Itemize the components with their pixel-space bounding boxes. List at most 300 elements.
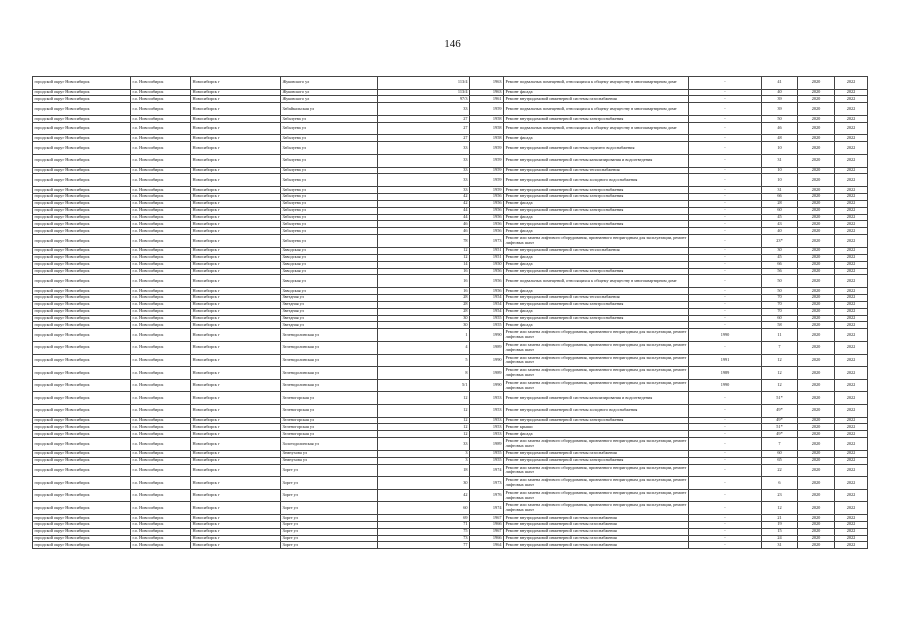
register-row: [33, 193, 868, 200]
start-year-cell: 2020: [798, 103, 835, 116]
page-number: 146: [444, 38, 461, 50]
municipality-cell: городской округ Новосибирск: [33, 379, 131, 392]
end-year-cell: 2022: [835, 308, 868, 315]
house-number-cell: 42: [378, 200, 470, 207]
build-year-cell: 1973: [470, 477, 504, 490]
wear-percent-cell: 24: [762, 535, 798, 542]
work-type-cell: Ремонт внутридомовой инженерной системы горячего водоснабжения: [504, 142, 689, 155]
end-year-cell: 2022: [835, 341, 868, 354]
build-year-cell: 1958: [470, 122, 504, 135]
street-cell: Заводская ул: [281, 261, 378, 268]
start-year-cell: 2020: [798, 135, 835, 142]
register-row: [33, 438, 868, 451]
register-row: [33, 514, 868, 521]
register-row: [33, 254, 868, 261]
settlement-cell: Новосибирск г: [191, 122, 281, 135]
work-type-cell: Ремонт внутридомовой инженерной системы газоснабжения: [504, 514, 689, 521]
settlement-cell: Новосибирск г: [191, 294, 281, 301]
register-row: [33, 379, 868, 392]
start-year-cell: 2020: [798, 187, 835, 194]
work-type-cell: Ремонт внутридомовой инженерной системы электроснабжения: [504, 207, 689, 214]
house-number-cell: 42: [378, 193, 470, 200]
build-year-cell: 1990: [470, 329, 504, 342]
house-number-cell: 30: [378, 477, 470, 490]
municipality-cell: городской округ Новосибирск: [33, 308, 131, 315]
street-cell: Зорге ул: [281, 528, 378, 535]
wear-percent-cell: 48: [762, 135, 798, 142]
start-year-cell: 2020: [798, 322, 835, 329]
wear-percent-cell: 31: [762, 154, 798, 167]
settlement-cell: Новосибирск г: [191, 404, 281, 417]
municipality-cell: городской округ Новосибирск: [33, 221, 131, 228]
house-number-cell: 16: [378, 275, 470, 288]
district-cell: г.о. Новосибирск: [131, 341, 191, 354]
end-year-cell: 2022: [835, 477, 868, 490]
work-type-cell: Ремонт крыши: [504, 424, 689, 431]
end-year-cell: 2022: [835, 200, 868, 207]
start-year-cell: 2020: [798, 228, 835, 235]
district-cell: г.о. Новосибирск: [131, 438, 191, 451]
build-year-cell: 1959: [470, 174, 504, 187]
house-number-cell: 33: [378, 142, 470, 155]
district-cell: г.о. Новосибирск: [131, 221, 191, 228]
wear-percent-cell: 70: [762, 308, 798, 315]
end-year-cell: 2022: [835, 254, 868, 261]
start-year-cell: 2020: [798, 431, 835, 438]
street-cell: Заводская ул: [281, 268, 378, 275]
municipality-cell: городской округ Новосибирск: [33, 404, 131, 417]
house-number-cell: 16: [378, 288, 470, 295]
work-type-cell: Ремонт или замена лифтового оборудования, признанного непригодным для эксплуатации, ремонт лифтовых шахт: [504, 489, 689, 502]
house-number-cell: 30: [378, 322, 470, 329]
register-row: [33, 268, 868, 275]
house-number-cell: 33: [378, 187, 470, 194]
start-year-cell: 2020: [798, 502, 835, 515]
wear-percent-cell: 65: [762, 457, 798, 464]
settlement-cell: Новосибирск г: [191, 200, 281, 207]
build-year-cell: 1956: [470, 288, 504, 295]
register-row: [33, 329, 868, 342]
municipality-cell: городской округ Новосибирск: [33, 528, 131, 535]
start-year-cell: 2020: [798, 167, 835, 174]
register-row: [33, 228, 868, 235]
house-number-cell: 3: [378, 450, 470, 457]
municipality-cell: городской округ Новосибирск: [33, 154, 131, 167]
house-number-cell: 14: [378, 261, 470, 268]
build-year-cell: 1989: [470, 438, 504, 451]
municipality-cell: городской округ Новосибирск: [33, 367, 131, 380]
district-cell: г.о. Новосибирск: [131, 528, 191, 535]
end-year-cell: 2022: [835, 379, 868, 392]
street-cell: Забалуева ул: [281, 214, 378, 221]
municipality-cell: городской округ Новосибирск: [33, 424, 131, 431]
settlement-cell: Новосибирск г: [191, 392, 281, 405]
settlement-cell: Новосибирск г: [191, 322, 281, 329]
district-cell: г.о. Новосибирск: [131, 96, 191, 103]
work-type-cell: Ремонт фасада: [504, 431, 689, 438]
work-type-cell: Ремонт внутридомовой инженерной системы электроснабжения: [504, 221, 689, 228]
house-number-cell: 78: [378, 235, 470, 248]
house-number-cell: 69: [378, 514, 470, 521]
register-row: [33, 122, 868, 135]
register-row: [33, 315, 868, 322]
wear-percent-cell: 11: [762, 329, 798, 342]
lift-year-cell: -: [689, 167, 762, 174]
register-row: [33, 322, 868, 329]
wear-percent-cell: 60: [762, 450, 798, 457]
municipality-cell: городской округ Новосибирск: [33, 174, 131, 187]
start-year-cell: 2020: [798, 261, 835, 268]
build-year-cell: 1956: [470, 268, 504, 275]
register-row: [33, 528, 868, 535]
work-type-cell: Ремонт или замена лифтового оборудования, признанного непригодным для эксплуатации, ремонт лифтовых шахт: [504, 502, 689, 515]
municipality-cell: городской округ Новосибирск: [33, 514, 131, 521]
house-number-cell: 8: [378, 367, 470, 380]
wear-percent-cell: 45: [762, 214, 798, 221]
house-number-cell: 12: [378, 404, 470, 417]
end-year-cell: 2022: [835, 417, 868, 424]
street-cell: Забайкальская ул: [281, 103, 378, 116]
end-year-cell: 2022: [835, 322, 868, 329]
municipality-cell: городской округ Новосибирск: [33, 477, 131, 490]
register-row: [33, 457, 868, 464]
wear-percent-cell: 23*: [762, 235, 798, 248]
work-type-cell: Ремонт подвальных помещений, относящихся к общему имуществу в многоквартирном доме: [504, 103, 689, 116]
district-cell: г.о. Новосибирск: [131, 329, 191, 342]
municipality-cell: городской округ Новосибирск: [33, 464, 131, 477]
street-cell: Жуковского ул: [281, 89, 378, 96]
work-type-cell: Ремонт фасада: [504, 288, 689, 295]
district-cell: г.о. Новосибирск: [131, 322, 191, 329]
municipality-cell: городской округ Новосибирск: [33, 301, 131, 308]
end-year-cell: 2022: [835, 268, 868, 275]
work-type-cell: Ремонт внутридомовой инженерной системы электроснабжения: [504, 417, 689, 424]
end-year-cell: 2022: [835, 542, 868, 549]
lift-year-cell: -: [689, 431, 762, 438]
work-type-cell: Ремонт фасада: [504, 200, 689, 207]
end-year-cell: 2022: [835, 214, 868, 221]
district-cell: г.о. Новосибирск: [131, 214, 191, 221]
end-year-cell: 2022: [835, 221, 868, 228]
settlement-cell: Новосибирск г: [191, 77, 281, 90]
build-year-cell: 1959: [470, 142, 504, 155]
settlement-cell: Новосибирск г: [191, 424, 281, 431]
district-cell: г.о. Новосибирск: [131, 200, 191, 207]
build-year-cell: 1973: [470, 235, 504, 248]
settlement-cell: Новосибирск г: [191, 288, 281, 295]
start-year-cell: 2020: [798, 275, 835, 288]
start-year-cell: 2020: [798, 77, 835, 90]
lift-year-cell: -: [689, 142, 762, 155]
house-number-cell: 16: [378, 268, 470, 275]
wear-percent-cell: 12: [762, 354, 798, 367]
work-type-cell: Ремонт или замена лифтового оборудования, признанного непригодным для эксплуатации, ремонт лифтовых шахт: [504, 379, 689, 392]
work-type-cell: Ремонт внутридомовой инженерной системы газоснабжения: [504, 96, 689, 103]
build-year-cell: 1959: [470, 103, 504, 116]
build-year-cell: 1955: [470, 315, 504, 322]
work-type-cell: Ремонт фасада: [504, 214, 689, 221]
register-row: [33, 167, 868, 174]
house-number-cell: 75: [378, 528, 470, 535]
work-type-cell: Ремонт фасада: [504, 322, 689, 329]
settlement-cell: Новосибирск г: [191, 354, 281, 367]
municipality-cell: городской округ Новосибирск: [33, 535, 131, 542]
street-cell: Звездная ул: [281, 294, 378, 301]
lift-year-cell: -: [689, 228, 762, 235]
wear-percent-cell: 30: [762, 247, 798, 254]
wear-percent-cell: 49*: [762, 404, 798, 417]
register-row: [33, 294, 868, 301]
work-type-cell: Ремонт или замена лифтового оборудования, признанного непригодным для эксплуатации, ремонт лифтовых шахт: [504, 341, 689, 354]
municipality-cell: городской округ Новосибирск: [33, 247, 131, 254]
build-year-cell: 1963: [470, 89, 504, 96]
register-row: [33, 450, 868, 457]
street-cell: Забалуева ул: [281, 193, 378, 200]
street-cell: Зеленогорская ул: [281, 392, 378, 405]
lift-year-cell: -: [689, 96, 762, 103]
street-cell: Золотодолинская ул: [281, 438, 378, 451]
settlement-cell: Новосибирск г: [191, 308, 281, 315]
start-year-cell: 2020: [798, 122, 835, 135]
start-year-cell: 2020: [798, 174, 835, 187]
street-cell: Забалуева ул: [281, 207, 378, 214]
house-number-cell: 33: [378, 167, 470, 174]
work-type-cell: Ремонт подвальных помещений, относящихся к общему имуществу в многоквартирном доме: [504, 77, 689, 90]
end-year-cell: 2022: [835, 521, 868, 528]
house-number-cell: 5/1: [378, 379, 470, 392]
end-year-cell: 2022: [835, 431, 868, 438]
street-cell: Зеленодолинская ул: [281, 329, 378, 342]
lift-year-cell: -: [689, 89, 762, 96]
street-cell: Зорге ул: [281, 464, 378, 477]
street-cell: Забалуева ул: [281, 167, 378, 174]
lift-year-cell: -: [689, 115, 762, 122]
register-row: [33, 464, 868, 477]
district-cell: г.о. Новосибирск: [131, 154, 191, 167]
lift-year-cell: -: [689, 193, 762, 200]
lift-year-cell: 1990: [689, 329, 762, 342]
district-cell: г.о. Новосибирск: [131, 228, 191, 235]
register-row: [33, 103, 868, 116]
end-year-cell: 2022: [835, 77, 868, 90]
lift-year-cell: -: [689, 521, 762, 528]
capital-repair-register-table: [32, 76, 868, 549]
municipality-cell: городской округ Новосибирск: [33, 122, 131, 135]
district-cell: г.о. Новосибирск: [131, 174, 191, 187]
register-row: [33, 392, 868, 405]
house-number-cell: 5: [378, 354, 470, 367]
end-year-cell: 2022: [835, 404, 868, 417]
settlement-cell: Новосибирск г: [191, 89, 281, 96]
lift-year-cell: -: [689, 464, 762, 477]
street-cell: Жуковского ул: [281, 77, 378, 90]
house-number-cell: 33: [378, 103, 470, 116]
work-type-cell: Ремонт внутридомовой инженерной системы газоснабжения: [504, 521, 689, 528]
register-row: [33, 89, 868, 96]
build-year-cell: 1958: [470, 115, 504, 122]
municipality-cell: городской округ Новосибирск: [33, 341, 131, 354]
start-year-cell: 2020: [798, 542, 835, 549]
register-row: [33, 502, 868, 515]
house-number-cell: 28: [378, 301, 470, 308]
lift-year-cell: -: [689, 103, 762, 116]
settlement-cell: Новосибирск г: [191, 228, 281, 235]
build-year-cell: 1958: [470, 135, 504, 142]
lift-year-cell: -: [689, 535, 762, 542]
end-year-cell: 2022: [835, 154, 868, 167]
district-cell: г.о. Новосибирск: [131, 193, 191, 200]
end-year-cell: 2022: [835, 96, 868, 103]
settlement-cell: Новосибирск г: [191, 214, 281, 221]
municipality-cell: городской округ Новосибирск: [33, 193, 131, 200]
register-row: [33, 341, 868, 354]
work-type-cell: Ремонт внутридомовой инженерной системы канализирования и водоотведения: [504, 154, 689, 167]
lift-year-cell: -: [689, 392, 762, 405]
work-type-cell: Ремонт фасада: [504, 254, 689, 261]
municipality-cell: городской округ Новосибирск: [33, 275, 131, 288]
lift-year-cell: -: [689, 275, 762, 288]
work-type-cell: Ремонт внутридомовой инженерной системы холодного водоснабжения: [504, 404, 689, 417]
settlement-cell: Новосибирск г: [191, 489, 281, 502]
district-cell: г.о. Новосибирск: [131, 294, 191, 301]
settlement-cell: Новосибирск г: [191, 329, 281, 342]
start-year-cell: 2020: [798, 528, 835, 535]
wear-percent-cell: 21: [762, 514, 798, 521]
wear-percent-cell: 22: [762, 464, 798, 477]
house-number-cell: 71: [378, 521, 470, 528]
end-year-cell: 2022: [835, 329, 868, 342]
district-cell: г.о. Новосибирск: [131, 477, 191, 490]
end-year-cell: 2022: [835, 315, 868, 322]
register-row: [33, 135, 868, 142]
end-year-cell: 2022: [835, 135, 868, 142]
work-type-cell: Ремонт внутридомовой инженерной системы электроснабжения: [504, 268, 689, 275]
settlement-cell: Новосибирск г: [191, 367, 281, 380]
build-year-cell: 1954: [470, 294, 504, 301]
work-type-cell: Ремонт внутридомовой инженерной системы газоснабжения: [504, 450, 689, 457]
street-cell: Зеленогорская ул: [281, 404, 378, 417]
settlement-cell: Новосибирск г: [191, 450, 281, 457]
house-number-cell: 1: [378, 329, 470, 342]
start-year-cell: 2020: [798, 379, 835, 392]
register-row: [33, 489, 868, 502]
start-year-cell: 2020: [798, 424, 835, 431]
build-year-cell: 1951: [470, 254, 504, 261]
work-type-cell: Ремонт внутридомовой инженерной системы холодного водоснабжения: [504, 174, 689, 187]
settlement-cell: Новосибирск г: [191, 235, 281, 248]
register-row: [33, 424, 868, 431]
wear-percent-cell: 15: [762, 528, 798, 535]
lift-year-cell: -: [689, 214, 762, 221]
street-cell: Забалуева ул: [281, 200, 378, 207]
build-year-cell: 1989: [470, 367, 504, 380]
street-cell: Звездная ул: [281, 301, 378, 308]
district-cell: г.о. Новосибирск: [131, 301, 191, 308]
wear-percent-cell: 70: [762, 301, 798, 308]
district-cell: г.о. Новосибирск: [131, 89, 191, 96]
house-number-cell: 33: [378, 174, 470, 187]
settlement-cell: Новосибирск г: [191, 115, 281, 122]
street-cell: Земнухова ул: [281, 450, 378, 457]
lift-year-cell: -: [689, 261, 762, 268]
settlement-cell: Новосибирск г: [191, 457, 281, 464]
settlement-cell: Новосибирск г: [191, 96, 281, 103]
work-type-cell: Ремонт фасада: [504, 89, 689, 96]
settlement-cell: Новосибирск г: [191, 431, 281, 438]
wear-percent-cell: 50: [762, 115, 798, 122]
street-cell: Зеленогорская ул: [281, 417, 378, 424]
work-type-cell: Ремонт внутридомовой инженерной системы электроснабжения: [504, 457, 689, 464]
start-year-cell: 2020: [798, 154, 835, 167]
district-cell: г.о. Новосибирск: [131, 115, 191, 122]
lift-year-cell: -: [689, 542, 762, 549]
wear-percent-cell: 10: [762, 174, 798, 187]
district-cell: г.о. Новосибирск: [131, 288, 191, 295]
build-year-cell: 1990: [470, 379, 504, 392]
settlement-cell: Новосибирск г: [191, 438, 281, 451]
lift-year-cell: -: [689, 477, 762, 490]
street-cell: Забалуева ул: [281, 235, 378, 248]
lift-year-cell: -: [689, 315, 762, 322]
lift-year-cell: -: [689, 187, 762, 194]
house-number-cell: 73: [378, 535, 470, 542]
register-row: [33, 115, 868, 122]
wear-percent-cell: 7: [762, 438, 798, 451]
house-number-cell: 28: [378, 308, 470, 315]
street-cell: Зорге ул: [281, 502, 378, 515]
wear-percent-cell: 50: [762, 288, 798, 295]
lift-year-cell: -: [689, 489, 762, 502]
wear-percent-cell: 12: [762, 502, 798, 515]
wear-percent-cell: 10: [762, 167, 798, 174]
settlement-cell: Новосибирск г: [191, 193, 281, 200]
district-cell: г.о. Новосибирск: [131, 424, 191, 431]
end-year-cell: 2022: [835, 514, 868, 521]
end-year-cell: 2022: [835, 464, 868, 477]
district-cell: г.о. Новосибирск: [131, 379, 191, 392]
register-row: [33, 275, 868, 288]
district-cell: г.о. Новосибирск: [131, 502, 191, 515]
register-row: [33, 96, 868, 103]
register-row: [33, 154, 868, 167]
house-number-cell: 12: [378, 417, 470, 424]
house-number-cell: 60: [378, 502, 470, 515]
street-cell: Зеленодолинская ул: [281, 379, 378, 392]
build-year-cell: 1956: [470, 221, 504, 228]
house-number-cell: 33: [378, 438, 470, 451]
lift-year-cell: -: [689, 154, 762, 167]
wear-percent-cell: 40: [762, 228, 798, 235]
work-type-cell: Ремонт или замена лифтового оборудования, признанного непригодным для эксплуатации, ремонт лифтовых шахт: [504, 329, 689, 342]
register-row: [33, 417, 868, 424]
lift-year-cell: -: [689, 322, 762, 329]
end-year-cell: 2022: [835, 247, 868, 254]
start-year-cell: 2020: [798, 404, 835, 417]
register-body: [33, 77, 868, 549]
house-number-cell: 113/4: [378, 89, 470, 96]
settlement-cell: Новосибирск г: [191, 268, 281, 275]
house-number-cell: 97/3: [378, 96, 470, 103]
end-year-cell: 2022: [835, 174, 868, 187]
work-type-cell: Ремонт внутридомовой инженерной системы газоснабжения: [504, 542, 689, 549]
work-type-cell: Ремонт внутридомовой инженерной системы газоснабжения: [504, 535, 689, 542]
street-cell: Забалуева ул: [281, 174, 378, 187]
house-number-cell: 12: [378, 254, 470, 261]
district-cell: г.о. Новосибирск: [131, 235, 191, 248]
street-cell: Зорге ул: [281, 542, 378, 549]
build-year-cell: 1974: [470, 464, 504, 477]
work-type-cell: Ремонт фасада: [504, 308, 689, 315]
